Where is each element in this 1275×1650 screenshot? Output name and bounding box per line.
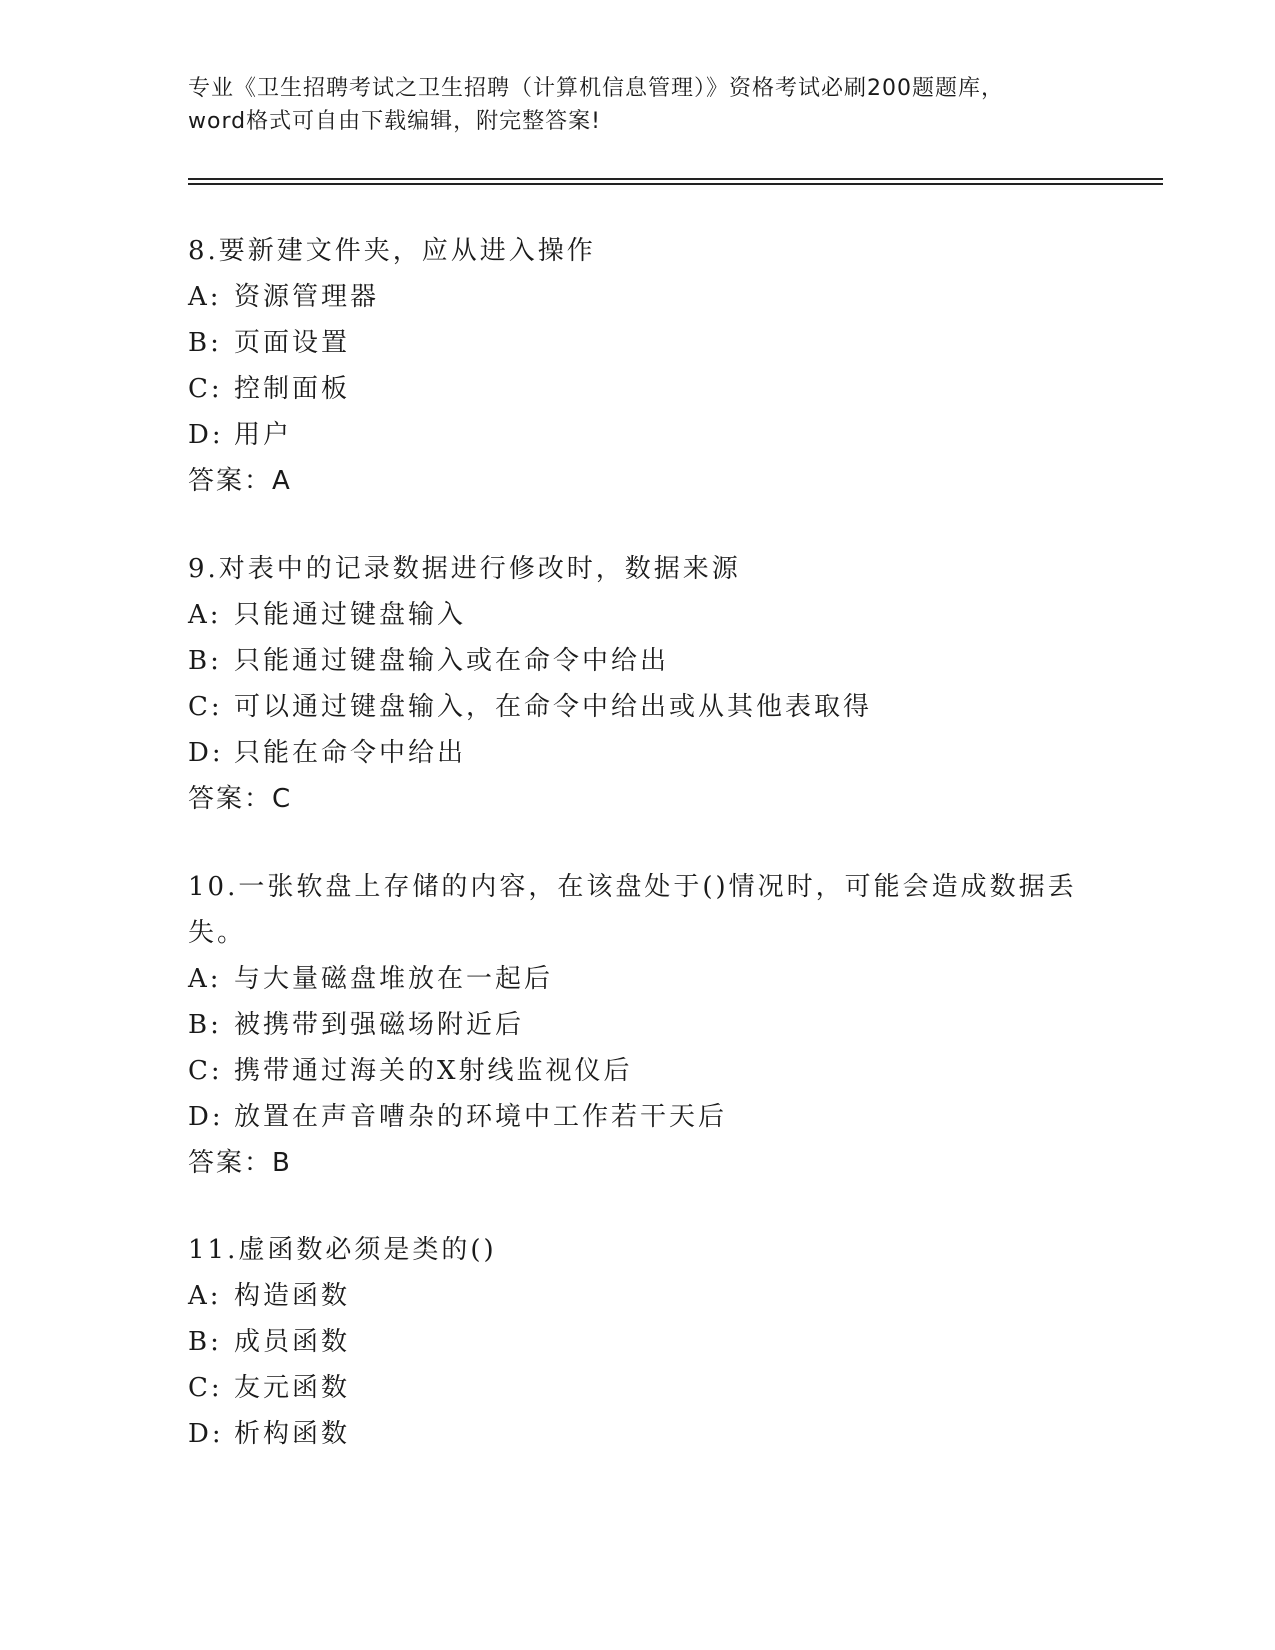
option-text: 控制面板 [234,374,351,404]
option-text: 可以通过键盘输入，在命令中给出或从其他表取得 [234,692,873,722]
option-c [188,1048,1088,1094]
option-text: 放置在声音嘈杂的环境中工作若干天后 [234,1102,728,1132]
option-text: 只能在命令中给出 [234,738,467,768]
option-label: D: [188,1102,224,1132]
header-line-2: word格式可自由下载编辑，附完整答案! [188,109,601,134]
option-label: A: [188,964,222,994]
header-line-1: 专业《卫生招聘考试之卫生招聘（计算机信息管理）》资格考试必刷200题题库， [188,76,1004,101]
option-label: C: [188,1373,223,1403]
option-d [188,730,1088,776]
option-label: B: [188,1010,222,1040]
option-a [188,956,1088,1002]
document-header [188,72,1088,138]
header-divider-bottom [188,183,1163,185]
answer: 答案：C [188,784,293,814]
option-text: 被携带到强磁场附近后 [234,1010,525,1040]
option-text: 成员函数 [234,1327,351,1357]
option-text: 页面设置 [234,328,351,358]
question-8 [188,228,1088,504]
option-b [188,320,1088,366]
option-text: 构造函数 [234,1281,351,1311]
option-b [188,1319,1088,1365]
option-a [188,592,1088,638]
question-stem: 8.要新建文件夹，应从进入操作 [188,236,596,266]
option-d [188,412,1088,458]
option-text: 资源管理器 [234,282,380,312]
question-stem-line-2: 失。 [188,918,247,948]
option-text: 只能通过键盘输入 [234,600,467,630]
option-label: C: [188,692,223,722]
option-text: 析构函数 [234,1419,351,1449]
option-label: D: [188,738,224,768]
option-d [188,1411,1088,1457]
option-c [188,1365,1088,1411]
answer: 答案：B [188,1148,292,1178]
option-text: 只能通过键盘输入或在命令中给出 [234,646,670,676]
question-9 [188,546,1088,822]
option-text: 携带通过海关的X射线监视仪后 [234,1056,633,1086]
option-label: C: [188,374,223,404]
option-c [188,366,1088,412]
option-a [188,1273,1088,1319]
option-b [188,1002,1088,1048]
option-c [188,684,1088,730]
question-11 [188,1227,1088,1457]
option-b [188,638,1088,684]
header-divider-top [188,178,1163,180]
option-label: B: [188,328,222,358]
option-label: A: [188,282,222,312]
option-label: A: [188,600,222,630]
option-label: D: [188,420,224,450]
answer: 答案：A [188,466,292,496]
option-label: B: [188,1327,222,1357]
option-label: D: [188,1419,224,1449]
option-text: 用户 [234,420,293,450]
option-text: 与大量磁盘堆放在一起后 [234,964,554,994]
option-a [188,274,1088,320]
option-label: C: [188,1056,223,1086]
question-stem-line-1: 10.一张软盘上存储的内容，在该盘处于()情况时，可能会造成数据丢 [188,872,1077,902]
option-label: B: [188,646,222,676]
question-stem: 9.对表中的记录数据进行修改时，数据来源 [188,554,741,584]
question-10 [188,864,1088,1186]
option-label: A: [188,1281,222,1311]
option-d [188,1094,1088,1140]
option-text: 友元函数 [234,1373,351,1403]
question-stem: 11.虚函数必须是类的() [188,1235,497,1265]
